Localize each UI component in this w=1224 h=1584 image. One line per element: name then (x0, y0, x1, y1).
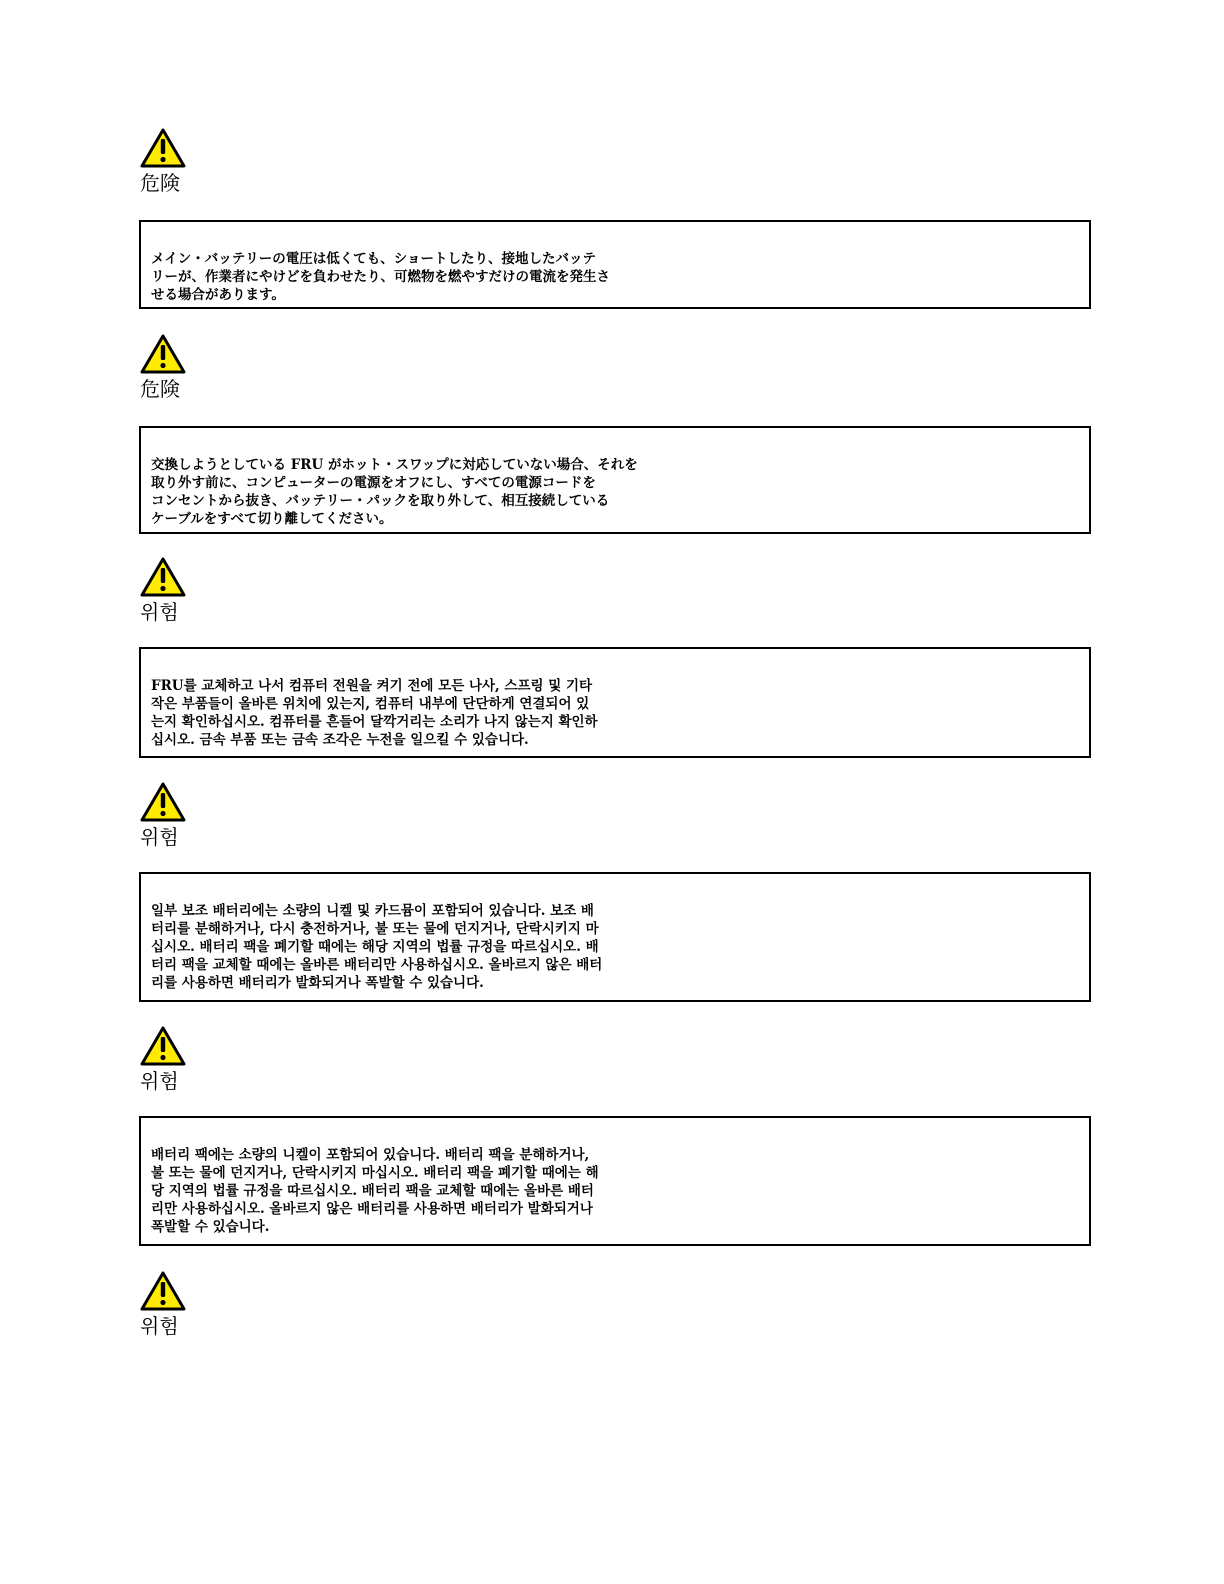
warning-triangle-icon (139, 333, 187, 375)
notice-line: 터리를 분해하거나, 다시 충전하거나, 불 또는 물에 던지거나, 단락시키지 마 (151, 921, 599, 937)
warning-triangle-icon (139, 127, 187, 169)
notice-line: リーが、作業者にやけどを負わせたり、可燃物を燃やすだけの電流を発生さ (151, 269, 610, 285)
notice-line: 십시오. 배터리 팩을 폐기할 때에는 해당 지역의 법률 규정을 따르십시오. 배 (151, 939, 599, 955)
notice-line: メイン・バッテリーの電圧は低くても、ショートしたり、接地したバッテ (151, 251, 596, 267)
notice-line: 십시오. 금속 부품 또는 금속 조각은 누전을 일으킬 수 있습니다. (151, 732, 529, 748)
notice-line: 당 지역의 법률 규정을 따르십시오. 배터리 팩을 교체할 때에는 올바른 배터 (151, 1183, 594, 1199)
notice-line: 작은 부품들이 올바른 위치에 있는지, 컴퓨터 내부에 단단하게 연결되어 있 (151, 696, 590, 712)
notice-box (139, 872, 1091, 1002)
notice-1 (139, 127, 1095, 303)
notice-line: FRU를 교체하고 나서 컴퓨터 전원을 켜기 전에 모든 나사, 스프링 및 기타 (151, 678, 593, 694)
notice-line: コンセントから抜き、バッテリー・パックを取り外して、相互接続している (151, 493, 610, 509)
notice-line: せる場合があります。 (151, 287, 285, 303)
notice-line: 터리 팩을 교체할 때에는 올바른 배터리만 사용하십시오. 올바르지 않은 배터 (151, 957, 603, 973)
danger-heading: 위험 (140, 1069, 179, 1093)
notice-line: 리만 사용하십시오. 올바르지 않은 배터리를 사용하면 배터리가 발화되거나 (151, 1201, 593, 1217)
warning-triangle-icon (139, 781, 187, 823)
notice-line: ケーブルをすべて切り離してください。 (151, 511, 393, 527)
notice-6 (139, 1270, 1095, 1338)
notice-5 (139, 1025, 1095, 1235)
danger-heading: 危険 (140, 377, 180, 401)
notice-box (139, 1116, 1091, 1246)
notice-line: 取り外す前に、コンピューターの電源をオフにし、すべての電源コードを (151, 475, 596, 491)
notice-box (139, 426, 1091, 534)
notice-box (139, 220, 1091, 309)
danger-heading: 위험 (140, 1314, 179, 1338)
notice-4 (139, 781, 1095, 991)
danger-heading: 危険 (140, 171, 180, 195)
notice-line: 일부 보조 배터리에는 소량의 니켈 및 카드뮴이 포함되어 있습니다. 보조 배 (151, 903, 594, 919)
warning-triangle-icon (139, 1270, 187, 1312)
notice-line: 폭발할 수 있습니다. (151, 1219, 270, 1235)
danger-heading: 위험 (140, 600, 179, 624)
notice-2 (139, 333, 1095, 527)
notice-line: 는지 확인하십시오. 컴퓨터를 흔들어 달깍거리는 소리가 나지 않는지 확인하 (151, 714, 598, 730)
notice-3 (139, 556, 1095, 748)
notice-line: 배터리 팩에는 소량의 니켈이 포함되어 있습니다. 배터리 팩을 분해하거나, (151, 1147, 590, 1163)
notice-line: 리를 사용하면 배터리가 발화되거나 폭발할 수 있습니다. (151, 975, 484, 991)
warning-triangle-icon (139, 556, 187, 598)
notice-line: 불 또는 물에 던지거나, 단락시키지 마십시오. 배터리 팩을 폐기할 때에는 해 (151, 1165, 599, 1181)
warning-triangle-icon (139, 1025, 187, 1067)
notice-box (139, 647, 1091, 758)
notice-line: 交換しようとしている FRU がホット・スワップに対応していない場合、それを (151, 457, 638, 473)
danger-heading: 위험 (140, 825, 179, 849)
